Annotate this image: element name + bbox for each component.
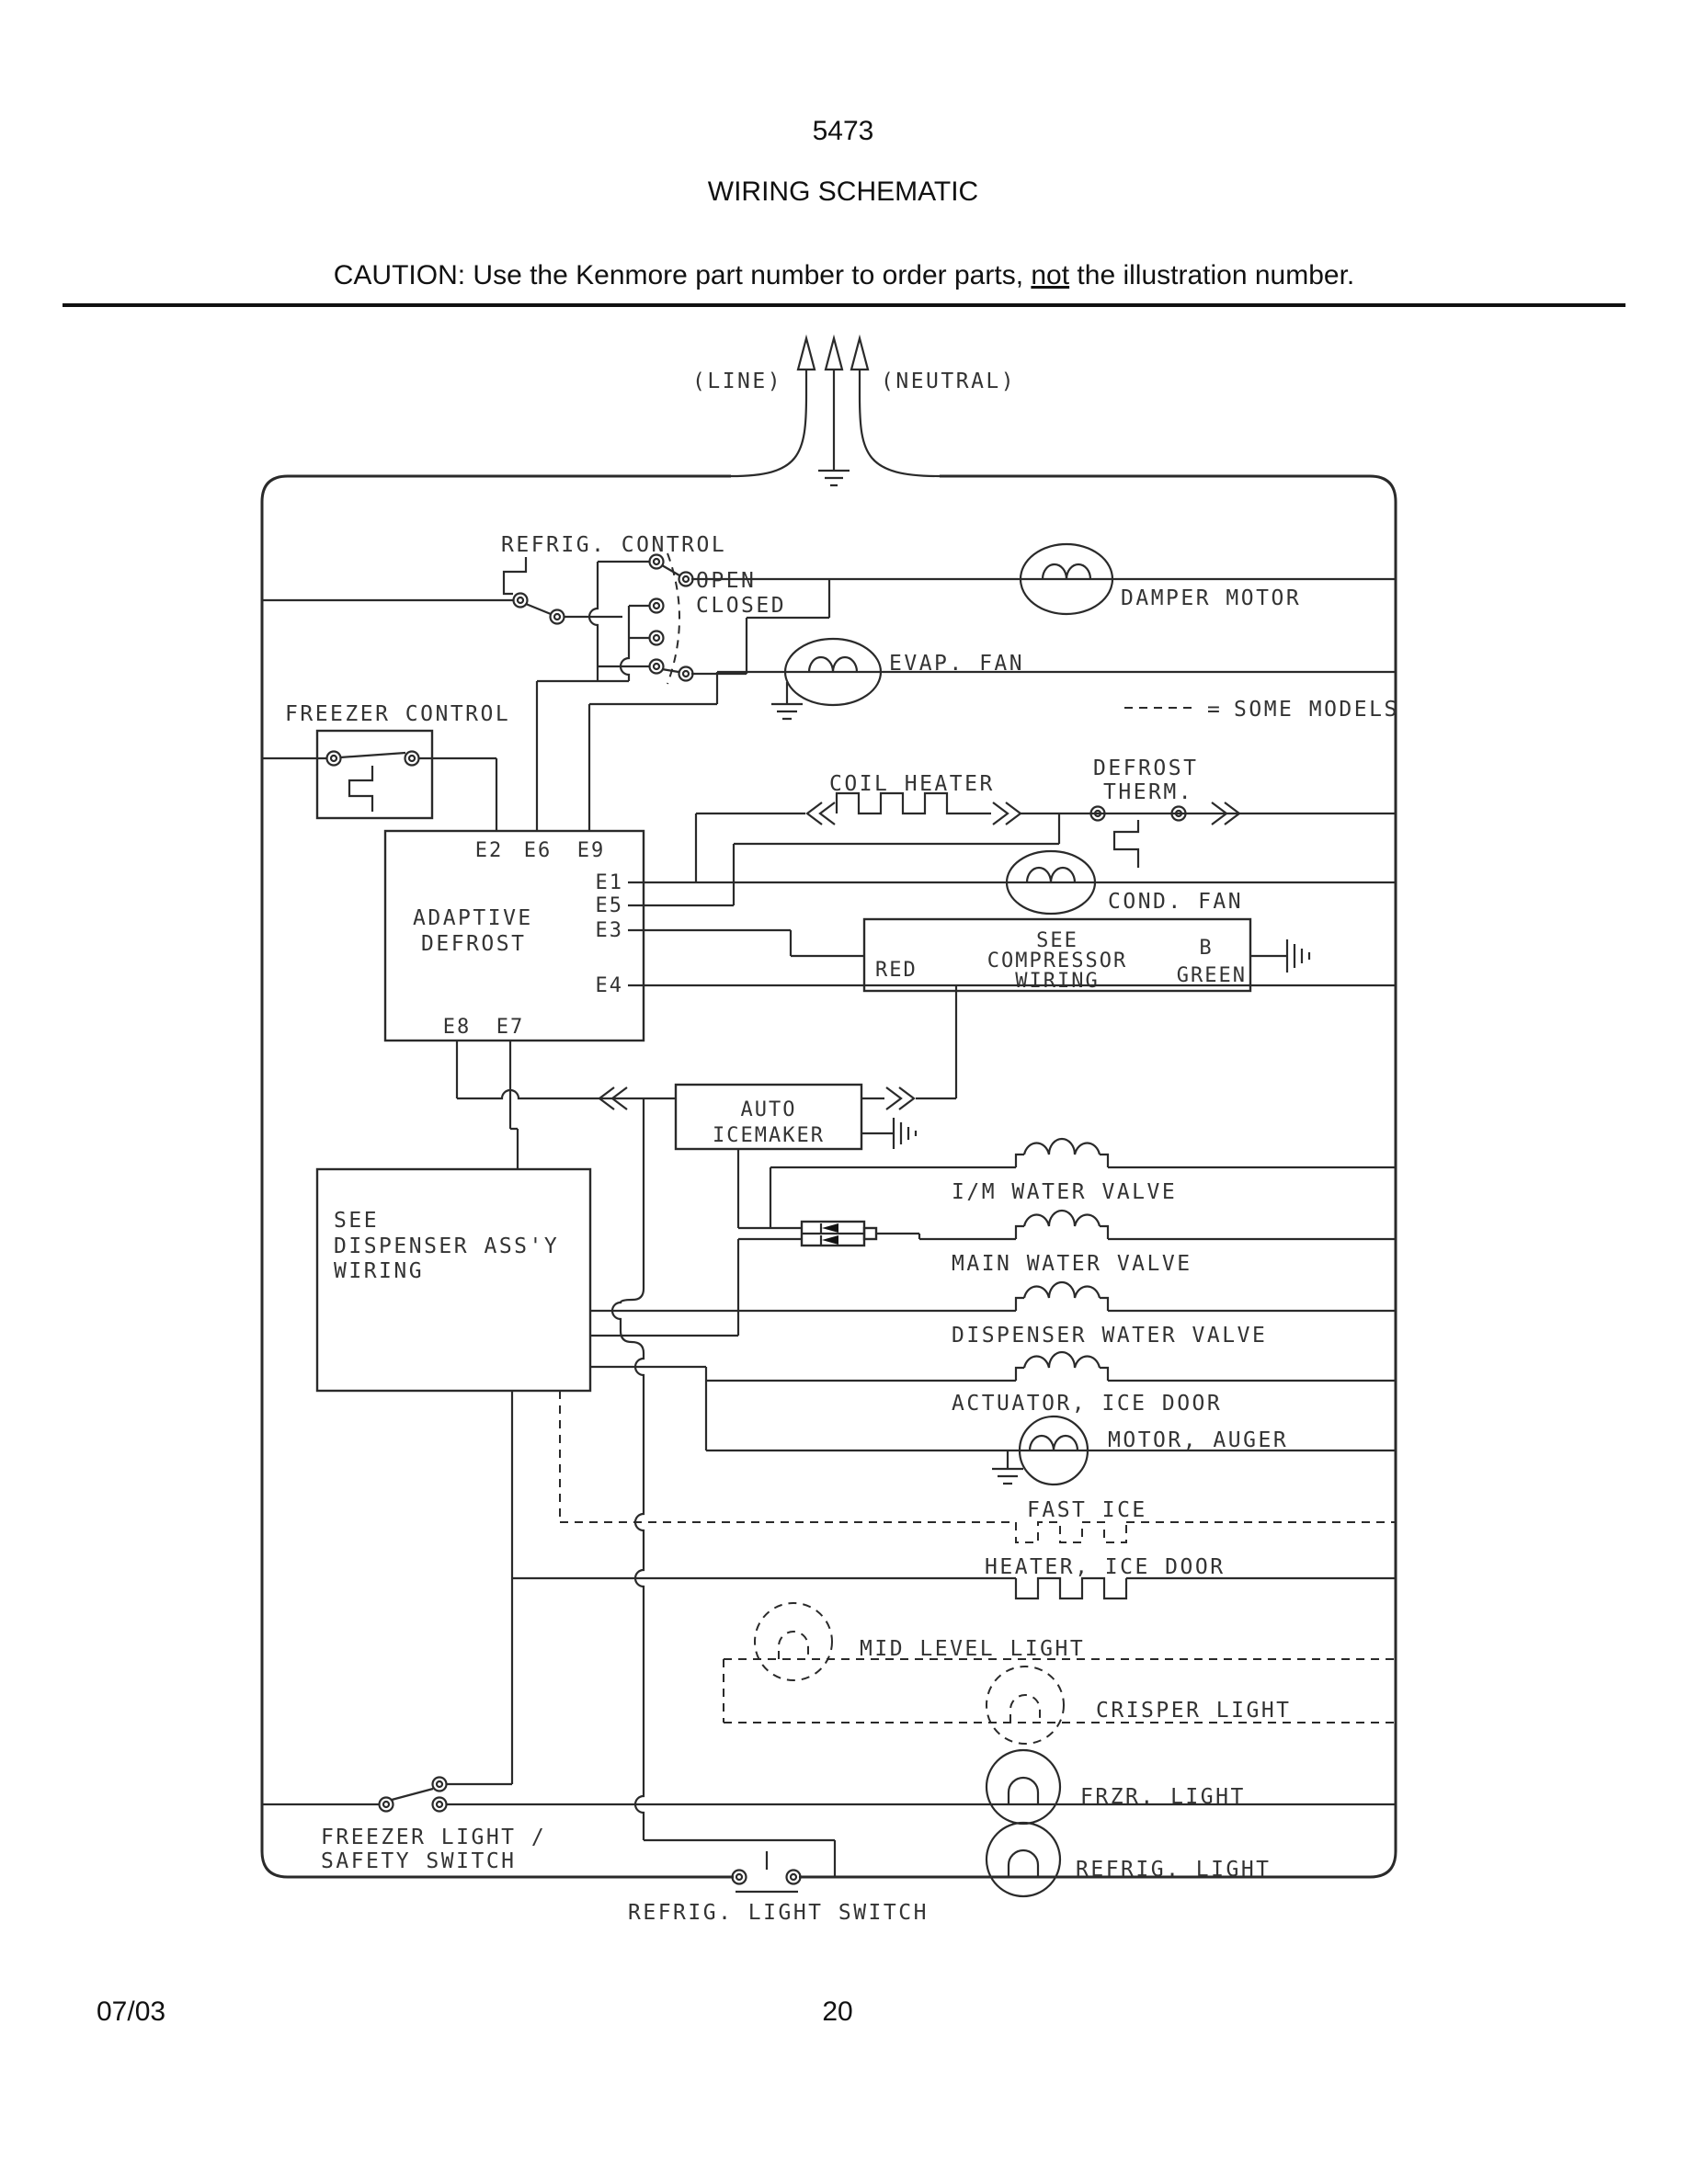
- compressor-label: COMPRESSOR: [987, 950, 1128, 973]
- diode-pack-icon: [590, 1222, 919, 1336]
- refrig-light-switch-label: REFRIG. LIGHT SWITCH: [628, 1901, 929, 1925]
- cond-fan-label: COND. FAN: [1108, 890, 1244, 914]
- pin-e3: E3: [595, 919, 623, 942]
- chevron-left-icon: [807, 802, 835, 825]
- page-number-title: 5473: [812, 116, 874, 146]
- earth-ground-icon: [818, 471, 850, 485]
- some-models-legend: [1124, 698, 1399, 722]
- fast-ice-label: FAST ICE: [1027, 1498, 1147, 1522]
- pin-e6: E6: [523, 839, 553, 862]
- refrig-control-label: REFRIG. CONTROL: [501, 533, 727, 557]
- chevron-right-icon: [886, 1087, 914, 1109]
- earth-ground-icon: [771, 704, 803, 719]
- im-water-valve-label: I/M WATER VALVE: [952, 1180, 1178, 1204]
- fast-ice-heater-icon: [1016, 1522, 1126, 1542]
- neutral-arrow-icon: [851, 338, 868, 370]
- freezer-control-label: FREEZER CONTROL: [285, 702, 511, 726]
- motor-auger-label: MOTOR, AUGER: [1108, 1428, 1289, 1452]
- defrost-therm-icon: [1114, 820, 1138, 868]
- footer-date: 07/03: [97, 1996, 166, 2027]
- auto-icemaker: [457, 985, 956, 1228]
- dispenser-valve-coil-icon: [1024, 1282, 1100, 1298]
- crisper-light-icon: [987, 1666, 1064, 1744]
- power-inlet: [692, 338, 1016, 485]
- green-wire-label: GREEN: [1176, 964, 1247, 987]
- coil-heater-label: COIL HEATER: [829, 772, 995, 796]
- mid-level-light: [724, 1603, 1396, 1723]
- refrig-light-circuit: [628, 1823, 1272, 1925]
- heater-element-icon: [837, 793, 991, 813]
- compressor-see: SEE: [1036, 929, 1078, 952]
- dispenser-assy-label: DISPENSER ASS'Y: [334, 1234, 560, 1258]
- pin-e9: E9: [576, 839, 606, 862]
- frzr-light-icon: [987, 1750, 1060, 1824]
- compressor-wiring: WIRING: [1015, 970, 1100, 993]
- heater-ice-door: [512, 1555, 1396, 1598]
- freezer-light-switch-label-2: SAFETY SWITCH: [321, 1849, 517, 1873]
- dispenser-see: SEE: [334, 1209, 380, 1233]
- earth-ground-icon: [992, 1469, 1023, 1484]
- mid-level-light-icon: [755, 1603, 832, 1680]
- cam-arc: [667, 553, 679, 684]
- line-label: (LINE): [692, 370, 783, 393]
- icemaker-auto: AUTO: [740, 1098, 797, 1121]
- pin-e1: E1: [595, 871, 623, 894]
- pin-e7: E7: [496, 1016, 525, 1039]
- defrost-therm-label-2: THERM.: [1103, 780, 1194, 804]
- main-valve-coil-icon: [1024, 1211, 1100, 1226]
- main-water-valve-label: MAIN WATER VALVE: [952, 1252, 1192, 1276]
- legend-equals: =: [1207, 698, 1223, 722]
- heater-ice-door-label: HEATER, ICE DOOR: [985, 1555, 1226, 1579]
- schematic-border: [262, 476, 1396, 1877]
- footer-page-number: 20: [822, 1996, 853, 2027]
- pin-e5: E5: [595, 894, 623, 917]
- open-label: OPEN: [696, 569, 757, 593]
- damper-motor: [691, 544, 1396, 614]
- page-title: WIRING SCHEMATIC: [707, 176, 979, 207]
- legend-text: SOME MODELS: [1234, 698, 1399, 722]
- freezer-light-circuit: [262, 1750, 1396, 1873]
- actuator-ice-door-label: ACTUATOR, ICE DOOR: [952, 1392, 1223, 1416]
- adaptive-defrost: [385, 681, 644, 1041]
- left-feeders: [447, 1098, 835, 1877]
- crisper-light-label: CRISPER LIGHT: [1096, 1699, 1292, 1723]
- page-footer: [97, 1996, 853, 2027]
- frzr-light-label: FRZR. LIGHT: [1080, 1785, 1246, 1809]
- b-wire-label: B: [1199, 937, 1214, 960]
- defrost-label: DEFROST: [421, 932, 527, 956]
- chassis-ground-icon: [1287, 939, 1309, 973]
- pin-e2: E2: [474, 839, 504, 862]
- damper-motor-label: DAMPER MOTOR: [1121, 586, 1302, 610]
- refrig-control: [262, 533, 829, 684]
- defrost-therm-label-1: DEFROST: [1093, 756, 1199, 780]
- water-valves: [590, 1139, 1396, 1416]
- actuator-coil-icon: [1024, 1352, 1100, 1368]
- crisper-light: [724, 1666, 1396, 1744]
- evap-fan-label: EVAP. FAN: [889, 652, 1025, 676]
- cond-fan: [628, 851, 1396, 914]
- compressor-box: [628, 919, 1309, 993]
- closed-label: CLOSED: [696, 594, 787, 618]
- im-valve-coil-icon: [1024, 1139, 1100, 1155]
- chassis-ground-icon: [894, 1118, 916, 1149]
- page-header: [63, 116, 1625, 305]
- neutral-label: (NEUTRAL): [881, 370, 1017, 393]
- dispenser-assy-box: [317, 1169, 590, 1391]
- pin-e4: E4: [595, 974, 623, 997]
- caution-text: CAUTION: Use the Kenmore part number to order parts, not the illustration number.: [333, 260, 1355, 290]
- freezer-light-switch-label-1: FREEZER LIGHT /: [321, 1826, 547, 1849]
- refrig-light-label: REFRIG. LIGHT: [1076, 1858, 1272, 1882]
- line-arrow-icon: [798, 338, 815, 370]
- icemaker-label: ICEMAKER: [713, 1124, 825, 1147]
- freezer-control: [262, 702, 510, 831]
- adaptive-label: ADAPTIVE: [413, 906, 533, 930]
- ground-arrow-icon: [826, 338, 842, 370]
- dispenser-water-valve-label: DISPENSER WATER VALVE: [952, 1324, 1268, 1348]
- mid-level-light-label: MID LEVEL LIGHT: [860, 1637, 1086, 1661]
- chevron-right-icon: [993, 802, 1021, 825]
- ice-door-heater-icon: [1016, 1578, 1126, 1598]
- red-wire-label: RED: [875, 959, 918, 982]
- dispenser-wiring: WIRING: [334, 1259, 425, 1283]
- refrig-light-icon: [987, 1823, 1060, 1896]
- pin-e8: E8: [442, 1016, 472, 1039]
